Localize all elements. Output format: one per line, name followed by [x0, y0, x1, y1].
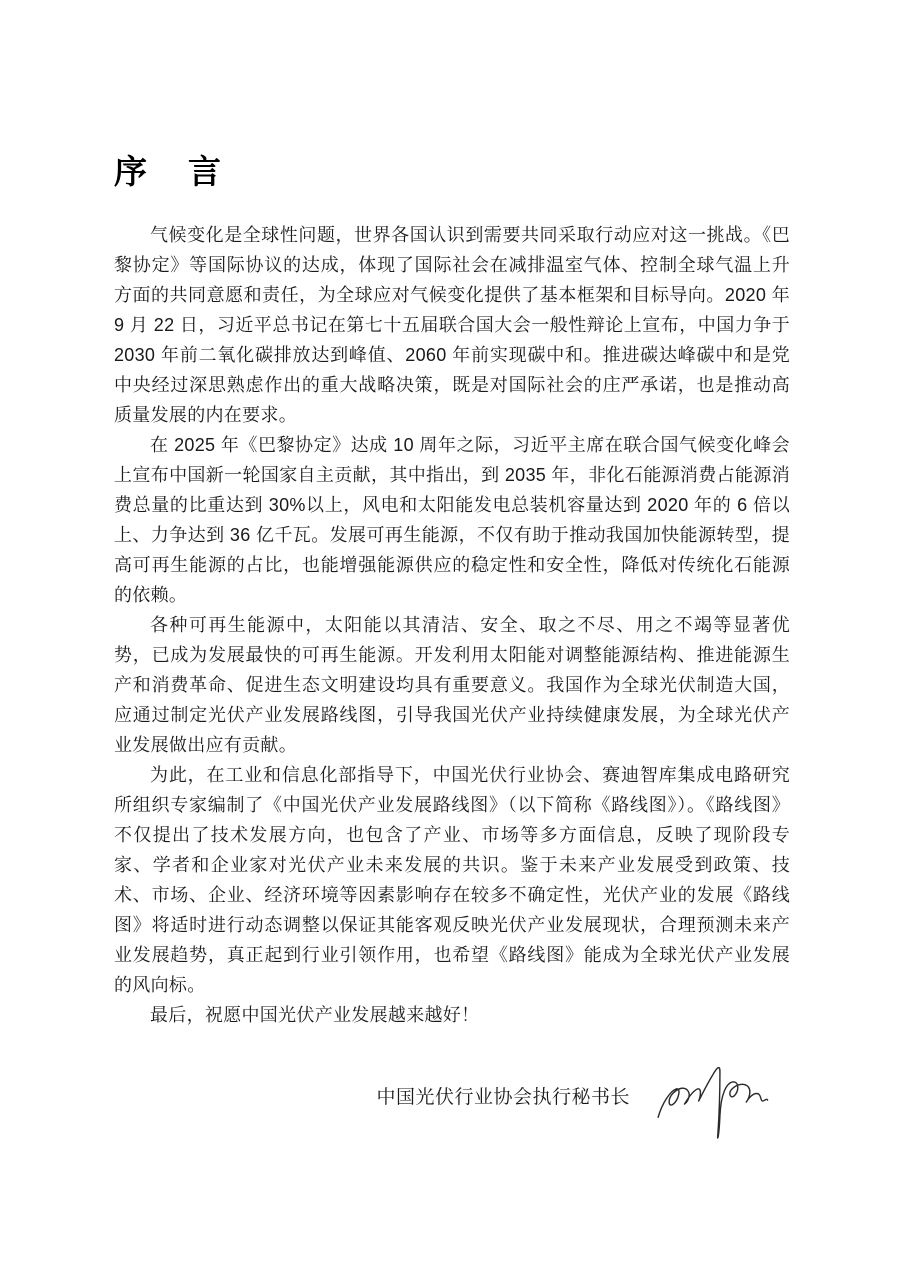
paragraph-climate-challenge: 气候变化是全球性问题，世界各国认识到需要共同采取行动应对这一挑战。《巴黎协定》等国际协议的达成，体现了国际社会在减排温室气体、控制全球气温上升方面的共同意愿和责任，为全球应对气候变化提供了基本框架和目标导向。2020 年 9 月 22 日，习近平总书记在第七十五届联合国大会一般性辩论上宣布，中国力争于 2030 年前二氧化碳排放达到峰值、2060 年前实现碳中和。推进碳达峰碳中和是党中央经过深思熟虑作出的重大战略决策，既是对国际社会的庄严承诺，也是推动高质量发展的内在要求。 [114, 225, 790, 425]
page-title: 序 言 [114, 153, 225, 191]
paragraph-closing-wish: 最后，祝愿中国光伏产业发展越来越好！ [150, 1005, 480, 1025]
signer-role-label: 中国光伏行业协会执行秘书长 [376, 1086, 630, 1108]
paragraph-ndc-targets: 在 2025 年《巴黎协定》达成 10 周年之际，习近平主席在联合国气候变化峰会上宣布中国新一轮国家自主贡献，其中指出，到 2035 年，非化石能源消费占能源消费总量的比重达到 30%以上，风电和太阳能发电总装机容量达到 2020 年的 6 倍以上、力争达到 36 亿千瓦。发展可再生能源，不仅有助于推动我国加快能源转型，提高可再生能源的占比，也能增强能源供应的稳定性和安全性，降低对传统化石能源的依赖。 [114, 435, 790, 605]
signature-block [114, 1052, 800, 1144]
handwritten-signature [648, 1052, 800, 1144]
paragraph-solar-advantages: 各种可再生能源中，太阳能以其清洁、安全、取之不尽、用之不竭等显著优势，已成为发展最快的可再生能源。开发利用太阳能对调整能源结构、推进能源生产和消费革命、促进生态文明建设均具有重要意义。我国作为全球光伏制造大国，应通过制定光伏产业发展路线图，引导我国光伏产业持续健康发展，为全球光伏产业发展做出应有贡献。 [114, 615, 790, 755]
paragraph-roadmap-intro: 为此，在工业和信息化部指导下，中国光伏行业协会、赛迪智库集成电路研究所组织专家编制了《中国光伏产业发展路线图》（以下简称《路线图》）。《路线图》不仅提出了技术发展方向，也包含了产业、市场等多方面信息，反映了现阶段专家、学者和企业家对光伏产业未来发展的共识。鉴于未来产业发展受到政策、技术、市场、企业、经济环境等因素影响存在较多不确定性，光伏产业的发展《路线图》将适时进行动态调整以保证其能客观反映光伏产业发展现状，合理预测未来产业发展趋势，真正起到行业引领作用，也希望《路线图》能成为全球光伏产业发展的风向标。 [114, 765, 790, 995]
preface-body [114, 220, 790, 1030]
